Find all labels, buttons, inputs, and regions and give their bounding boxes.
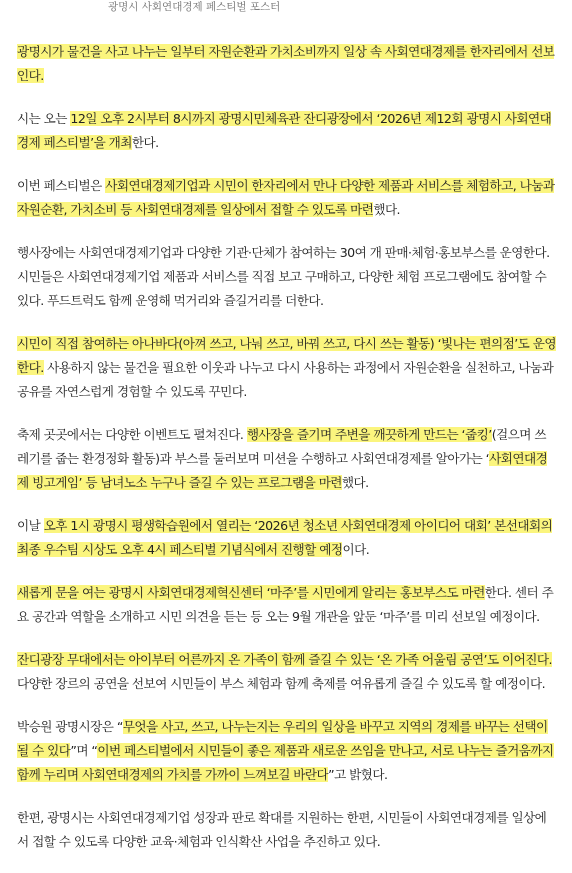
text-segment: 한다. — [131, 135, 159, 150]
article-paragraph — [17, 241, 556, 313]
text-segment: (걸으며 쓰레기를 줍는 환경정화 활동)과 부스를 둘러보며 미션을 수행하고 사회연대경제를 알아가는 ‘ — [17, 427, 546, 466]
text-segment: 축제 곳곳에서는 다양한 이벤트도 펼쳐진다. — [17, 427, 247, 442]
article-paragraph — [17, 107, 556, 155]
article-paragraph — [17, 423, 556, 495]
article-paragraph — [17, 648, 556, 696]
text-segment: 이다. — [342, 542, 370, 557]
text-segment: 사용하지 않는 물건을 필요한 이웃과 나누고 다시 사용하는 과정에서 자원순환을 실천하고, 나눔과 공유를 자연스럽게 경험할 수 있도록 꾸민다. — [17, 360, 554, 399]
article-paragraph — [17, 332, 556, 404]
highlighted-text: 무엇을 사고, 쓰고, 나누는지는 우리의 일상을 바꾸고 지역의 경제를 바꾸는 선택이 될 수 있다 — [17, 719, 548, 758]
article-body — [17, 40, 556, 873]
article-paragraph — [17, 514, 556, 562]
highlighted-text: 새롭게 문을 여는 광명시 사회연대경제혁신센터 ‘마주’를 시민에게 알리는 홍보부스도 마련 — [17, 585, 485, 600]
highlighted-text: 광명시가 물건을 사고 나누는 일부터 자원순환과 가치소비까지 일상 속 사회연대경제를 한자리에서 선보인다. — [17, 44, 555, 83]
highlighted-text: 이번 페스티벌에서 시민들이 좋은 제품과 새로운 쓰임을 만나고, 서로 나누는 즐거움까지 함께 누리며 사회연대경제의 가치를 가까이 느껴보길 바란다 — [17, 743, 554, 782]
text-segment: 시는 오는 — [17, 111, 71, 126]
text-segment: 다양한 장르의 공연을 선보여 시민들이 부스 체험과 함께 축제를 여유롭게 즐길 수 있도록 할 예정이다. — [17, 676, 546, 691]
article-paragraph — [17, 806, 556, 854]
highlighted-text: 잔디광장 무대에서는 아이부터 어른까지 온 가족이 함께 즐길 수 있는 ‘온 가족 어울림 공연’도 이어진다. — [17, 652, 552, 667]
image-caption: 광명시 사회연대경제 페스티벌 포스터 — [108, 1, 281, 13]
highlighted-text: 오후 1시 광명시 평생학습원에서 열리는 ‘2026년 청소년 사회연대경제 아이디어 대회’ 본선대회의 최종 우수팀 시상도 오후 4시 페스티벌 기념식에서 진행할 예정 — [17, 518, 553, 557]
article-paragraph — [17, 581, 556, 629]
text-segment: 한편, 광명시는 사회연대경제기업 성장과 판로 확대를 지원하는 한편, 시민들이 사회연대경제를 일상에서 접할 수 있도록 다양한 교육·체험과 인식확산 사업을 추진하고 있다. — [17, 810, 547, 849]
text-segment: ”며 “ — [70, 743, 98, 758]
article-paragraph — [17, 174, 556, 222]
text-segment: 했다. — [373, 202, 401, 217]
text-segment: 했다. — [341, 475, 369, 490]
highlighted-text: 12일 오후 2시부터 8시까지 광명시민체육관 잔디광장에서 ‘2026년 제12회 광명시 사회연대경제 페스티벌’을 개최 — [17, 111, 552, 150]
highlighted-text: 시민이 직접 참여하는 아나바다(아껴 쓰고, 나눠 쓰고, 바꿔 쓰고, 다시 쓰는 활동) ‘빛나는 편의점’도 운영한다. — [17, 336, 556, 375]
article-paragraph — [17, 40, 556, 88]
article-paragraph — [17, 715, 556, 787]
text-segment: 행사장에는 사회연대경제기업과 다양한 기관·단체가 참여하는 30여 개 판매·체험·홍보부스를 운영한다. 시민들은 사회연대경제기업 제품과 서비스를 직접 보고 구매하고, 다양한 체험 프로그램에도 참여할 수 있다. 푸드트럭도 함께 운영해 먹거리와 즐길거리를 더한다. — [17, 245, 550, 308]
text-segment: 이번 페스티벌은 — [17, 178, 106, 193]
highlighted-text: 사회연대경제 빙고게임’ 등 남녀노소 누구나 즐길 수 있는 프로그램을 마련 — [17, 451, 548, 490]
text-segment: 한다. 센터 주요 공간과 역할을 소개하고 시민 의견을 듣는 등 오는 9월 개관을 앞둔 ‘마주’를 미리 선보일 예정이다. — [17, 585, 554, 624]
highlighted-text: 행사장을 즐기며 주변을 깨끗하게 만드는 ‘줍킹’ — [246, 427, 492, 442]
text-segment: ”고 밝혔다. — [328, 767, 388, 782]
text-segment: 이날 — [17, 518, 44, 533]
text-segment: 박승원 광명시장은 “ — [17, 719, 123, 734]
highlighted-text: 사회연대경제기업과 시민이 한자리에서 만나 다양한 제품과 서비스를 체험하고, 나눔과 자원순환, 가치소비 등 사회연대경제를 일상에서 접할 수 있도록 마련 — [17, 178, 555, 217]
